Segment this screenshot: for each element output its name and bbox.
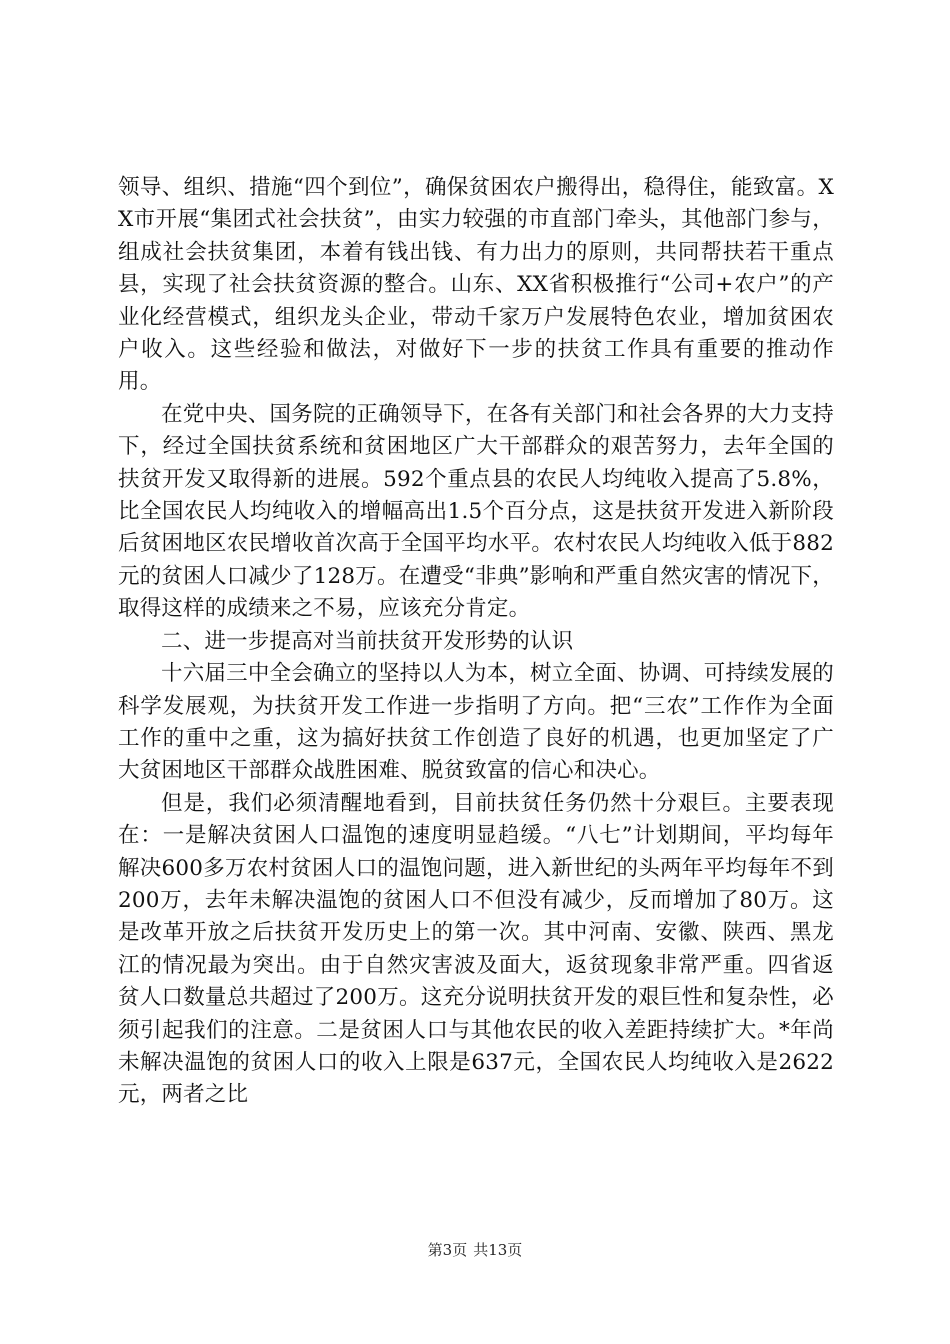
page-number: 第3页 [427, 1241, 468, 1259]
paragraph-1: 领导、组织、措施“四个到位”，确保贫困农户搬得出，稳得住，能致富。XX市开展“集团式社会扶贫”，由实力较强的市直部门牵头，其他部门参与，组成社会扶贫集团，本着有钱出钱、有力出力的原则，共同帮扶若干重点县，实现了社会扶贫资源的整合。山东、XX省积极推行“公司+农户”的产业化经营模式，组织龙头企业，带动千家万户发展特色农业，增加贫困农户收入。这些经验和做法，对做好下一步的扶贫工作具有重要的推动作用。 [118, 175, 834, 395]
page-total: 共13页 [473, 1241, 523, 1259]
page-footer [0, 1240, 950, 1260]
paragraph-4: 但是，我们必须清醒地看到，目前扶贫任务仍然十分艰巨。主要表现在：一是解决贫困人口温饱的速度明显趋缓。“八七”计划期间，平均每年解决600多万农村贫困人口的温饱问题，进入新世纪的头两年平均每年不到200万，去年未解决温饱的贫困人口不但没有减少，反而增加了80万。这是改革开放之后扶贫开发历史上的第一次。其中河南、安徽、陕西、黑龙江的情况最为突出。由于自然灾害波及面大，返贫现象非常严重。四省返贫人口数量总共超过了200万。这充分说明扶贫开发的艰巨性和复杂性，必须引起我们的注意。二是贫困人口与其他农民的收入差距持续扩大。*年尚未解决温饱的贫困人口的收入上限是637元，全国农民人均纯收入是2622元，两者之比 [118, 790, 834, 1108]
paragraph-2: 在党中央、国务院的正确领导下，在各有关部门和社会各界的大力支持下，经过全国扶贫系统和贫困地区广大干部群众的艰苦努力，去年全国的扶贫开发又取得新的进展。592个重点县的农民人均纯收入提高了5.8%，比全国农民人均纯收入的增幅高出1.5个百分点，这是扶贫开发进入新阶段后贫困地区农民增收首次高于全国平均水平。农村农民人均纯收入低于882元的贫困人口减少了128万。在遭受“非典”影响和严重自然灾害的情况下，取得这样的成绩来之不易，应该充分肯定。 [118, 401, 834, 622]
section-heading: 二、进一步提高对当前扶贫开发形势的认识 [161, 628, 574, 654]
document-body [118, 172, 834, 1112]
paragraph-3: 十六届三中全会确立的坚持以人为本，树立全面、协调、可持续发展的科学发展观，为扶贫开发工作进一步指明了方向。把“三农”工作作为全面工作的重中之重，这为搞好扶贫工作创造了良好的机遇，也更加坚定了广大贫困地区干部群众战胜困难、脱贫致富的信心和决心。 [118, 661, 834, 784]
